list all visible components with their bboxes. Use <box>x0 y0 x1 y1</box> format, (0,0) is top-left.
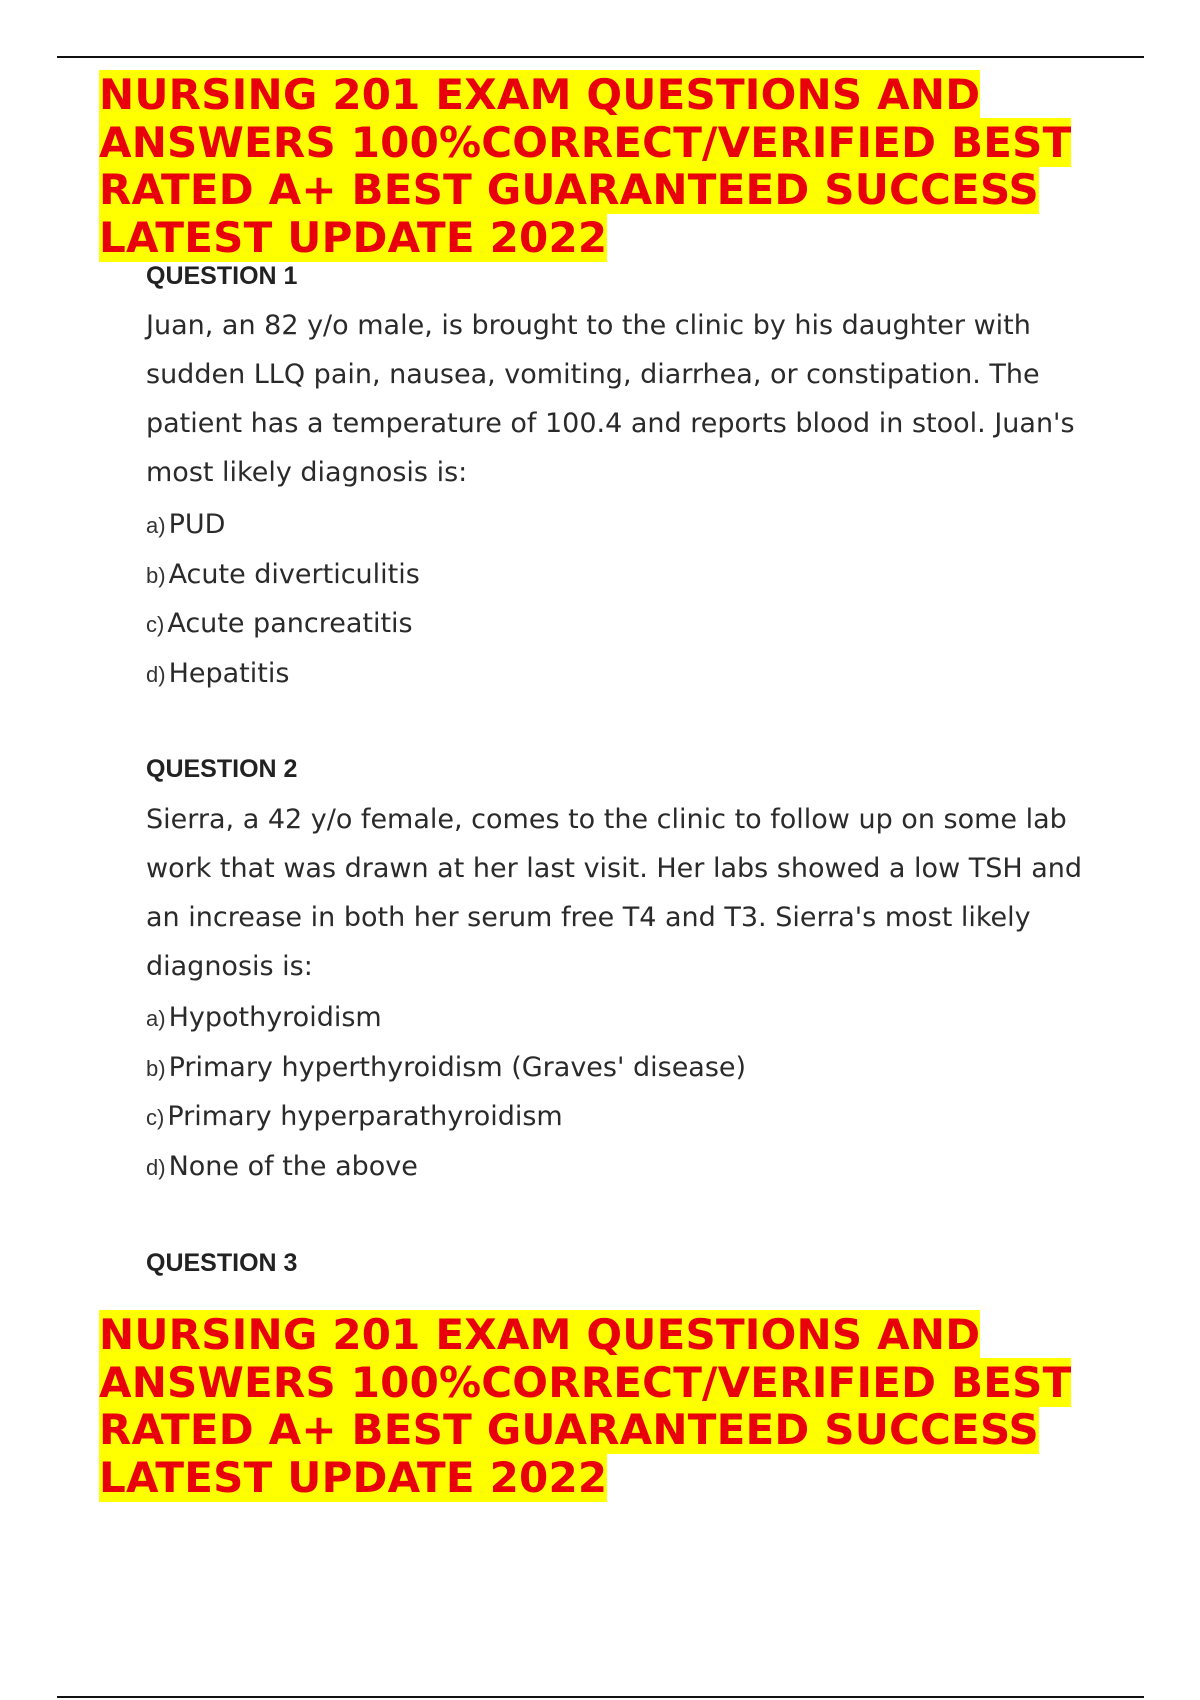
option-text: Hypothyroidism <box>168 1002 382 1033</box>
option-letter: c) <box>146 1105 165 1130</box>
banner-title-text: NURSING 201 EXAM QUESTIONS AND ANSWERS 100%CORRECT/VERIFIED BEST RATED A+ BEST GUARANTEED SUCCESS LATEST UPDATE 2022 <box>99 70 1072 262</box>
option-letter: b) <box>146 1055 166 1081</box>
option-text: Primary hyperthyroidism (Graves' disease) <box>168 1051 747 1083</box>
option-text: Acute diverticulitis <box>168 558 420 590</box>
answer-options <box>146 500 420 698</box>
option-text: None of the above <box>168 1150 418 1182</box>
question-stem: Juan, an 82 y/o male, is brought to the clinic by his daughter with sudden LLQ pain, nausea, vomiting, diarrhea, or constipation. The patient has a temperature of 100.4 and reports blood in stool. Juan's most likely diagnosis is: <box>146 310 1075 488</box>
option-letter: a) <box>146 1006 166 1031</box>
option-letter: a) <box>146 513 166 538</box>
answer-option-c[interactable] <box>146 1092 746 1142</box>
document-title-banner-repeat <box>99 1311 1099 1501</box>
option-text: PUD <box>168 509 226 540</box>
answer-option-a[interactable] <box>146 993 746 1043</box>
answer-option-b[interactable] <box>146 1043 746 1093</box>
option-text: Hepatitis <box>168 657 290 689</box>
top-rule <box>57 56 1144 58</box>
answer-option-c[interactable] <box>146 599 420 649</box>
answer-options <box>146 993 746 1191</box>
bottom-rule <box>57 1696 1144 1698</box>
answer-option-d[interactable] <box>146 1142 746 1192</box>
option-text: Acute pancreatitis <box>167 608 413 639</box>
option-text: Primary hyperparathyroidism <box>167 1101 563 1132</box>
banner-title-text: NURSING 201 EXAM QUESTIONS AND ANSWERS 100%CORRECT/VERIFIED BEST RATED A+ BEST GUARANTEED SUCCESS LATEST UPDATE 2022 <box>99 1310 1072 1502</box>
question-stem: Sierra, a 42 y/o female, comes to the clinic to follow up on some lab work that was drawn at her last visit. Her labs showed a low TSH and an increase in both her serum free T4 and T3. Sierra's most likely diagnosis is: <box>146 804 1083 982</box>
option-letter: c) <box>146 612 165 637</box>
option-letter: b) <box>146 562 166 588</box>
option-letter: d) <box>146 661 166 687</box>
question-title: QUESTION 1 <box>146 262 298 290</box>
answer-option-d[interactable] <box>146 649 420 699</box>
answer-option-b[interactable] <box>146 550 420 600</box>
answer-option-a[interactable] <box>146 500 420 550</box>
question-title: QUESTION 2 <box>146 755 298 783</box>
document-title-banner <box>99 71 1099 261</box>
question-title: QUESTION 3 <box>146 1249 298 1277</box>
option-letter: d) <box>146 1154 166 1180</box>
